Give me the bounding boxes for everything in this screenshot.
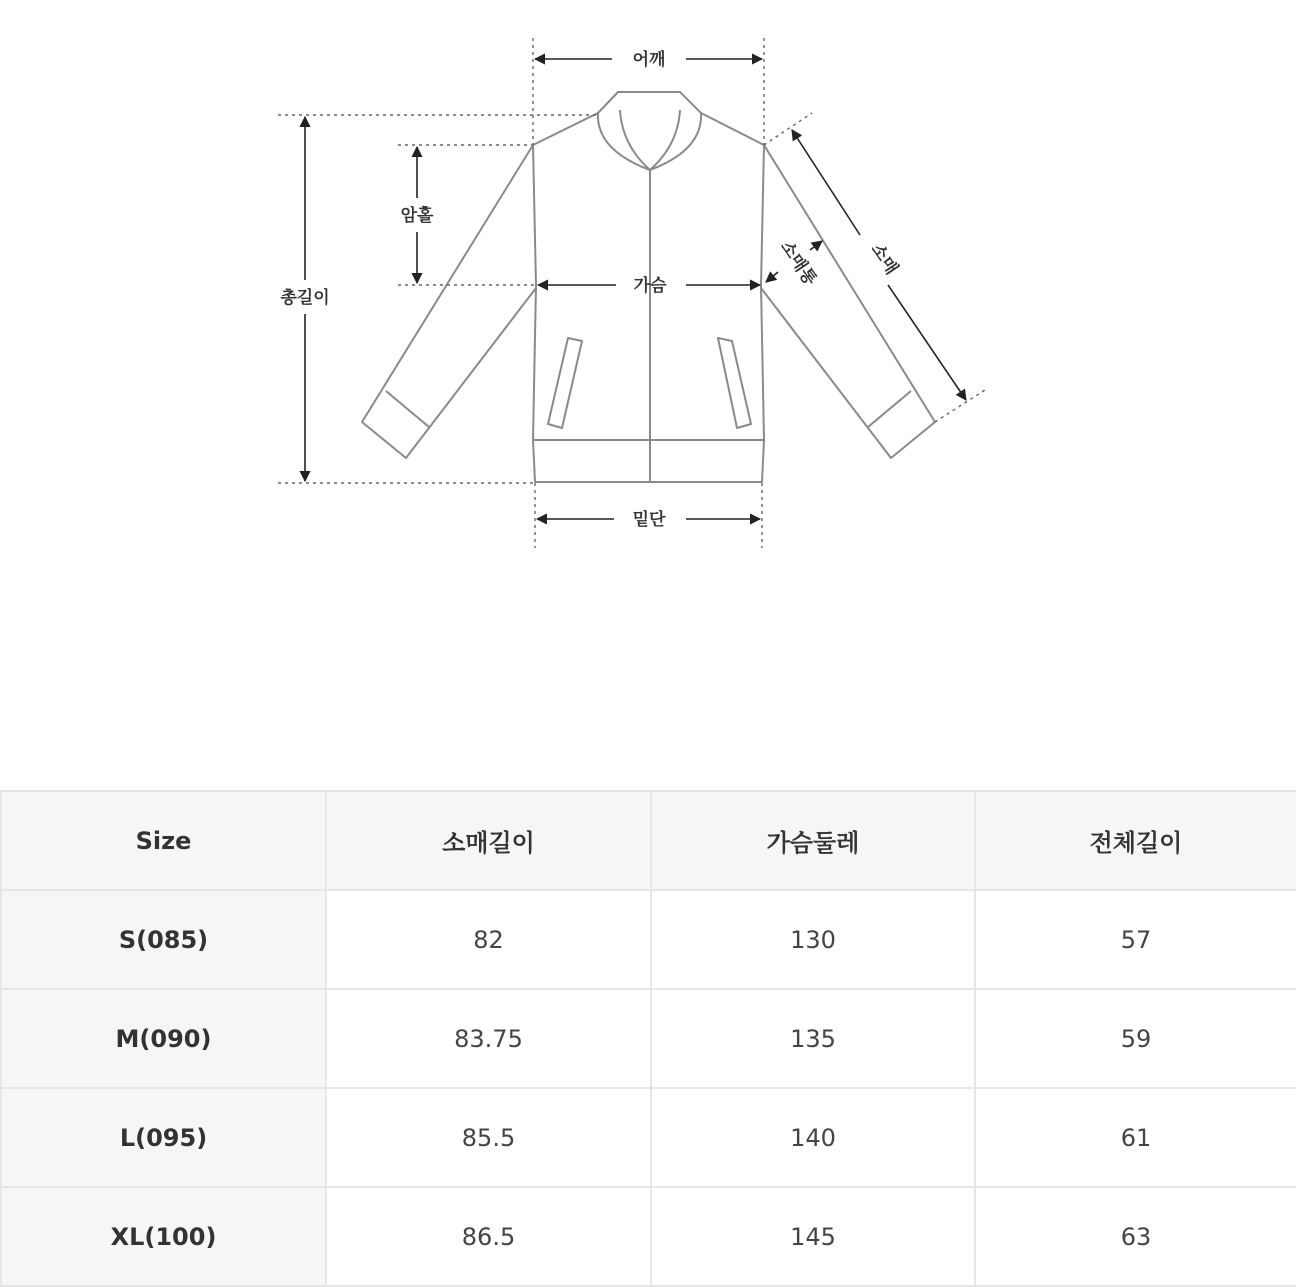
total-length-cell: 57 <box>975 890 1296 989</box>
table-row <box>1 890 1296 989</box>
table-row <box>1 1187 1296 1286</box>
header-sleeve-length: 소매길이 <box>326 791 651 890</box>
jacket-measurement-diagram <box>0 0 1296 600</box>
total-length-cell: 61 <box>975 1088 1296 1187</box>
size-cell: M(090) <box>1 989 326 1088</box>
sleeve-length-cell: 85.5 <box>326 1088 651 1187</box>
label-hem: 밑단 <box>632 510 666 530</box>
label-total-length: 총길이 <box>280 288 330 308</box>
sleeve-length-cell: 82 <box>326 890 651 989</box>
total-length-cell: 59 <box>975 989 1296 1088</box>
jacket-left-sleeve <box>362 145 536 458</box>
table-row <box>1 989 1296 1088</box>
header-total-length: 전체길이 <box>975 791 1296 890</box>
chest-cell: 130 <box>651 890 975 989</box>
sleeve-length-cell: 83.75 <box>326 989 651 1088</box>
label-sleeve: 소매 <box>866 239 902 279</box>
jacket-left-pocket <box>548 338 582 428</box>
header-size: Size <box>1 791 326 890</box>
total-length-cell: 63 <box>975 1187 1296 1286</box>
jacket-right-sleeve <box>761 145 935 458</box>
label-chest: 가슴 <box>633 276 667 296</box>
chest-cell: 145 <box>651 1187 975 1286</box>
label-shoulder: 어깨 <box>632 50 666 70</box>
table-header-row <box>1 791 1296 890</box>
chest-cell: 140 <box>651 1088 975 1187</box>
label-sleeve-width: 소매통 <box>776 237 821 290</box>
jacket-right-pocket <box>718 338 751 428</box>
label-armhole: 암홀 <box>400 206 434 226</box>
size-cell: L(095) <box>1 1088 326 1187</box>
table-row <box>1 1088 1296 1187</box>
sleeve-length-cell: 86.5 <box>326 1187 651 1286</box>
jacket-collar <box>598 92 701 170</box>
header-chest: 가슴둘레 <box>651 791 975 890</box>
chest-cell: 135 <box>651 989 975 1088</box>
size-cell: XL(100) <box>1 1187 326 1286</box>
size-cell: S(085) <box>1 890 326 989</box>
size-table <box>0 790 1296 1287</box>
